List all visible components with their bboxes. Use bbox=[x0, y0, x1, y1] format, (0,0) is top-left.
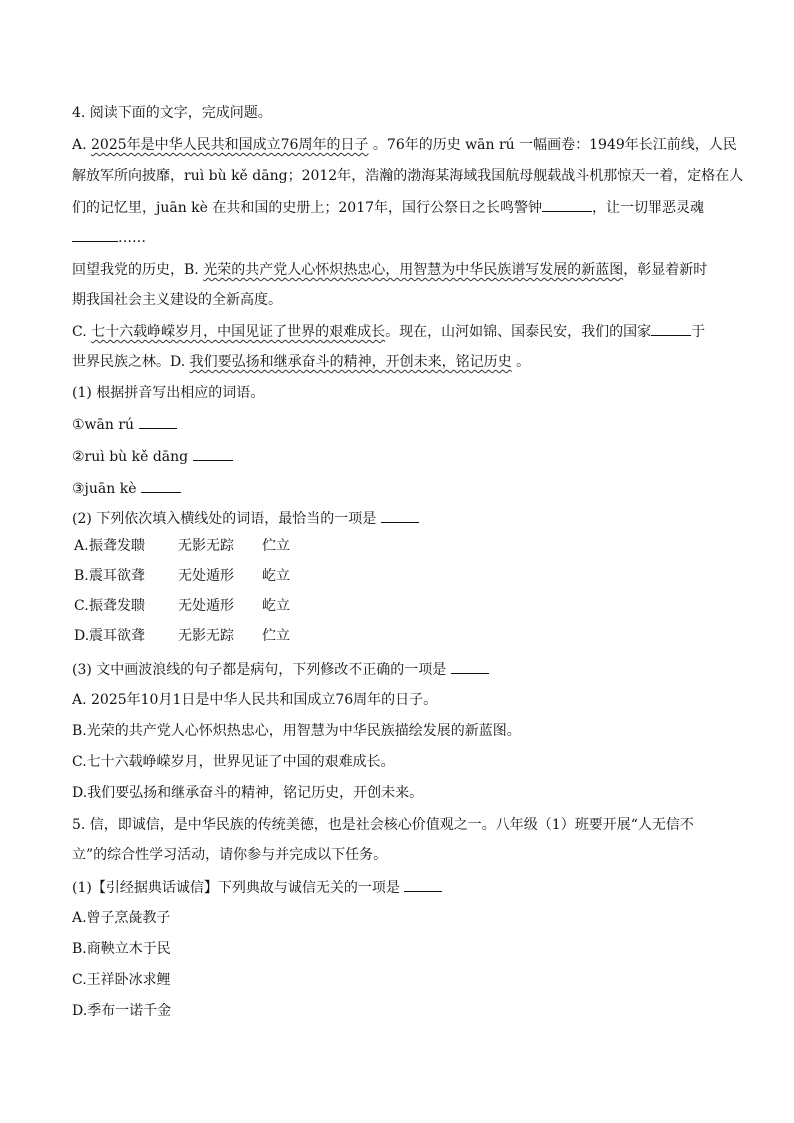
fill-blank[interactable] bbox=[651, 321, 691, 336]
answer-blank[interactable] bbox=[139, 414, 177, 429]
passage-text: 回望我党的历史，B. bbox=[72, 262, 204, 278]
passage-line bbox=[72, 321, 705, 342]
passage-line bbox=[72, 227, 146, 248]
option-b[interactable]: B.光荣的共产党人心怀炽热忠心，用智慧为中华民族描绘发展的新蓝图。 bbox=[72, 723, 521, 739]
subquestion-2 bbox=[72, 508, 419, 529]
passage-text: 们的记忆里，juān kè 在共和国的史册上；2017年，国行公祭日之长鸣警钟 bbox=[72, 200, 543, 216]
passage-line bbox=[72, 260, 707, 280]
pinyin-text: ②ruì bù kě dāng bbox=[72, 449, 189, 465]
choice-letter: B. bbox=[74, 568, 89, 584]
passage-line bbox=[72, 197, 704, 218]
q5-option-c[interactable]: C.王祥卧冰求鲤 bbox=[72, 972, 171, 988]
answer-blank[interactable] bbox=[404, 877, 442, 892]
answer-blank[interactable] bbox=[141, 478, 181, 493]
wavy-sentence-d: 我们要弘扬和继承奋斗的精神，开创未来，铭记历史 bbox=[189, 354, 512, 370]
passage-text: ，让一切罪恶灵魂 bbox=[592, 200, 705, 216]
option-a[interactable]: A. 2025年10月1日是中华人民共和国成立76周年的日子。 bbox=[72, 692, 438, 708]
subquestion-text: (2) 下列依次填入横线处的词语，最恰当的一项是 bbox=[72, 511, 377, 527]
pinyin-text: ①wān rú bbox=[72, 417, 135, 433]
q5-option-a[interactable]: A.曾子烹彘教子 bbox=[72, 910, 171, 926]
choice-word: 屹立 bbox=[262, 598, 290, 614]
choice-word: 振聋发聩 bbox=[89, 598, 145, 614]
choice-letter: C. bbox=[74, 598, 89, 614]
passage-text: ，彰显着新时 bbox=[623, 262, 708, 278]
choice-word: 震耳欲聋 bbox=[89, 568, 145, 584]
subquestion-text: (3) 文中画波浪线的句子都是病句，下列修改不正确的一项是 bbox=[72, 662, 447, 678]
q5-option-b[interactable]: B.商鞅立木于民 bbox=[72, 941, 171, 957]
answer-blank[interactable] bbox=[381, 508, 419, 523]
passage-text: …… bbox=[118, 230, 146, 246]
option-d[interactable]: D.我们要弘扬和继承奋斗的精神，铭记历史，开创未来。 bbox=[72, 785, 424, 801]
fill-blank[interactable] bbox=[542, 197, 592, 212]
choice-word: 无处遁形 bbox=[178, 568, 234, 584]
wavy-sentence-a: 2025年是中华人民共和国成立76周年的日子 bbox=[91, 137, 369, 153]
answer-blank[interactable] bbox=[451, 659, 489, 674]
sentence-label-c: C. bbox=[72, 324, 92, 340]
question-5-text: 立”的综合性学习活动，请你参与并完成以下任务。 bbox=[72, 847, 388, 863]
fill-blank[interactable] bbox=[72, 227, 118, 242]
choice-word: 伫立 bbox=[262, 538, 290, 554]
wavy-sentence-b: 光荣的共产党人心怀炽热忠心，用智慧为中华民族谱写发展的新蓝图 bbox=[203, 262, 624, 278]
subquestion-1: (1) 根据拼音写出相应的词语。 bbox=[72, 385, 265, 401]
pinyin-item-1 bbox=[72, 414, 177, 435]
question-5-heading: 5. 信，即诚信，是中华民族的传统美德，也是社会核心价值观之一。八年级（1）班要开展“人无信不 bbox=[72, 817, 694, 833]
passage-text: 。现在，山河如锦、国泰民安，我们的国家 bbox=[385, 324, 652, 340]
subquestion-3 bbox=[72, 659, 489, 680]
passage-text: 世界民族之林。D. bbox=[72, 354, 190, 370]
q5-subquestion-1 bbox=[72, 877, 442, 898]
pinyin-item-2 bbox=[72, 446, 233, 467]
choice-letter: D. bbox=[74, 628, 90, 644]
sentence-label-a: A. bbox=[72, 137, 92, 153]
choice-word: 震耳欲聋 bbox=[89, 628, 145, 644]
subquestion-text: (1)【引经据典话诚信】下列典故与诚信无关的一项是 bbox=[72, 880, 400, 896]
choice-word: 无处遁形 bbox=[178, 598, 234, 614]
question-4-heading: 4. 阅读下面的文字，完成问题。 bbox=[72, 105, 272, 121]
wavy-sentence-c: 七十六载峥嵘岁月，中国见证了世界的艰难成长 bbox=[91, 324, 386, 340]
pinyin-text: ③juān kè bbox=[72, 481, 137, 497]
q5-option-d[interactable]: D.季布一诺千金 bbox=[72, 1003, 172, 1019]
passage-line: 解放军所向披靡，ruì bù kě dāng；2012年，浩瀚的渤海某海域我国航母舰载战斗机那惊天一着，定格在人 bbox=[72, 168, 744, 184]
pinyin-item-3 bbox=[72, 478, 181, 499]
choice-word: 无影无踪 bbox=[178, 628, 234, 644]
passage-text: 于 bbox=[691, 324, 706, 340]
option-c[interactable]: C.七十六载峥嵘岁月，世界见证了中国的艰难成长。 bbox=[72, 754, 395, 770]
choice-word: 屹立 bbox=[262, 568, 290, 584]
passage-line: 期我国社会主义建设的全新高度。 bbox=[72, 292, 282, 308]
choice-word: 伫立 bbox=[262, 628, 290, 644]
choice-letter: A. bbox=[74, 538, 89, 554]
passage-line bbox=[72, 135, 737, 155]
choice-word: 无影无踪 bbox=[178, 538, 234, 554]
answer-blank[interactable] bbox=[193, 446, 233, 461]
passage-line bbox=[72, 352, 530, 372]
passage-text: 。 bbox=[511, 354, 531, 370]
choice-word: 振聋发聩 bbox=[89, 538, 145, 554]
passage-text: 。76年的历史 wān rú 一幅画卷：1949年长江前线，人民 bbox=[368, 137, 737, 153]
